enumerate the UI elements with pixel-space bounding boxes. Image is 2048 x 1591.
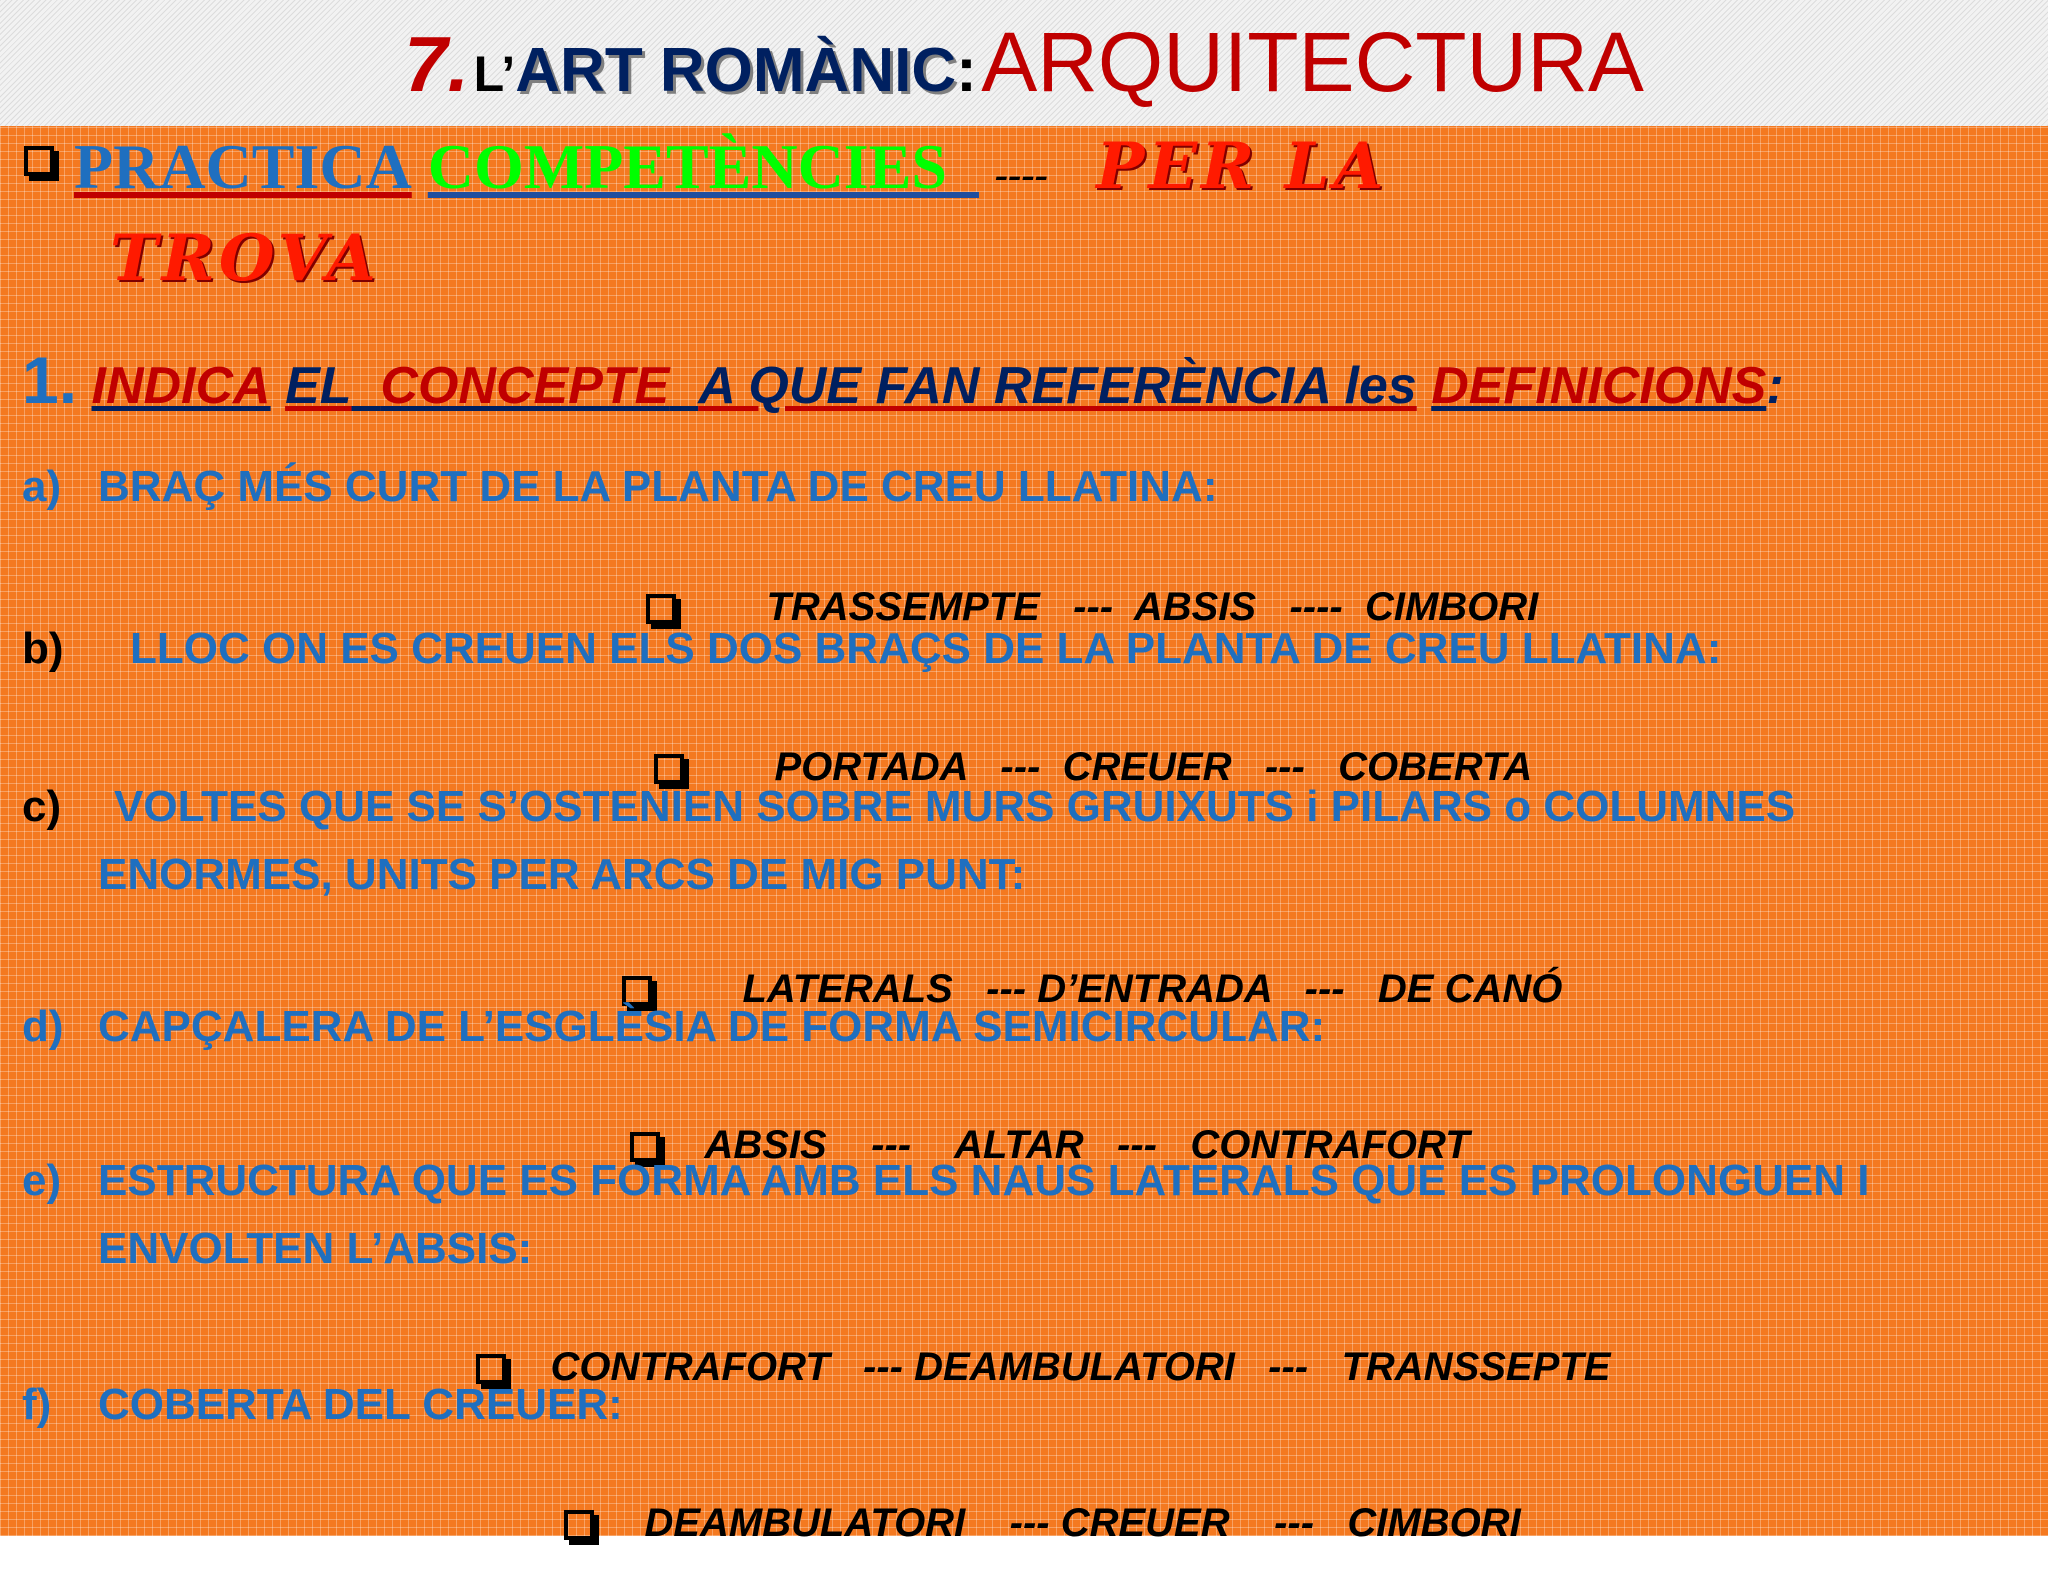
item-b-letter: b) bbox=[22, 624, 64, 673]
slide-body bbox=[0, 126, 2048, 1545]
item-f-options-text: DEAMBULATORI --- CREUER --- CIMBORI bbox=[644, 1501, 1521, 1545]
item-a-text: BRAÇ MÉS CURT DE LA PLANTA DE CREU LLATINA: bbox=[98, 462, 1218, 511]
question-concepte: CONCEPTE bbox=[380, 357, 670, 415]
item-b-text: LLOC ON ES CREUEN ELS DOS BRAÇS DE LA PLANTA DE CREU LLATINA: bbox=[130, 624, 1722, 673]
practice-heading bbox=[24, 128, 1387, 214]
question-title bbox=[22, 340, 1784, 426]
practice-separator: ---- bbox=[994, 152, 1049, 197]
item-c-letter: c) bbox=[22, 782, 62, 831]
checkbox-icon bbox=[654, 754, 684, 784]
item-f-letter: f) bbox=[22, 1380, 52, 1429]
checkbox-icon bbox=[646, 594, 676, 624]
item-d-letter: d) bbox=[22, 1002, 64, 1051]
slide-header bbox=[0, 0, 2048, 126]
practice-practica: PRACTICA bbox=[74, 131, 412, 202]
question-colon: : bbox=[1766, 357, 1784, 415]
title-colon: : bbox=[956, 36, 977, 105]
question-definicions: DEFINICIONS bbox=[1431, 357, 1767, 415]
item-e-options-text: CONTRAFORT --- DEAMBULATORI --- TRANSSEPTE bbox=[550, 1345, 1611, 1389]
slide-title bbox=[0, 12, 2048, 137]
title-art-romanic: ART ROMÀNIC bbox=[515, 36, 957, 105]
question-number: 1. bbox=[22, 343, 78, 417]
item-d-options-text: ABSIS --- ALTAR --- CONTRAFORT bbox=[704, 1123, 1470, 1167]
practice-trova: TROVA bbox=[110, 221, 380, 296]
question-el: EL bbox=[285, 357, 352, 415]
item-a-letter: a) bbox=[22, 462, 62, 511]
practice-heading-line2 bbox=[110, 220, 380, 298]
item-e-text-line2: ENVOLTEN L’ABSIS: bbox=[98, 1224, 533, 1273]
practice-competencies: COMPETÈNCIES bbox=[427, 131, 947, 202]
item-b-options-text: PORTADA --- CREUER --- COBERTA bbox=[774, 745, 1533, 789]
item-a-options-text: TRASSEMPTE --- ABSIS ---- CIMBORI bbox=[766, 585, 1539, 629]
practice-per-la: PER LA bbox=[1096, 129, 1388, 204]
item-c-text-line1: VOLTES QUE SE S’OSTENIEN SOBRE MURS GRUIXUTS i PILARS o COLUMNES bbox=[114, 782, 1796, 831]
item-e-text-line1: ESTRUCTURA QUE ES FORMA AMB ELS NAUS LATERALS QUE ES PROLONGUEN I bbox=[98, 1156, 1870, 1205]
item-f-options bbox=[520, 1456, 1521, 1591]
checkbox-icon bbox=[24, 146, 54, 176]
item-e-letter: e) bbox=[22, 1156, 62, 1205]
question-indica: INDICA bbox=[91, 357, 271, 415]
title-article: L’ bbox=[473, 46, 516, 102]
title-arquitectura: ARQUITECTURA bbox=[981, 15, 1644, 109]
item-d-text: CAPÇALERA DE L’ESGLÈSIA DE FORMA SEMICIRCULAR: bbox=[98, 1002, 1326, 1051]
title-number: 7. bbox=[404, 20, 470, 108]
item-c-options-text: LATERALS --- D’ENTRADA --- DE CANÓ bbox=[742, 967, 1563, 1011]
item-c-text-line2: ENORMES, UNITS PER ARCS DE MIG PUNT: bbox=[98, 850, 1026, 899]
item-f-text: COBERTA DEL CREUER: bbox=[98, 1380, 623, 1429]
question-a-que: A QUE FAN REFERÈNCIA les bbox=[698, 357, 1417, 415]
